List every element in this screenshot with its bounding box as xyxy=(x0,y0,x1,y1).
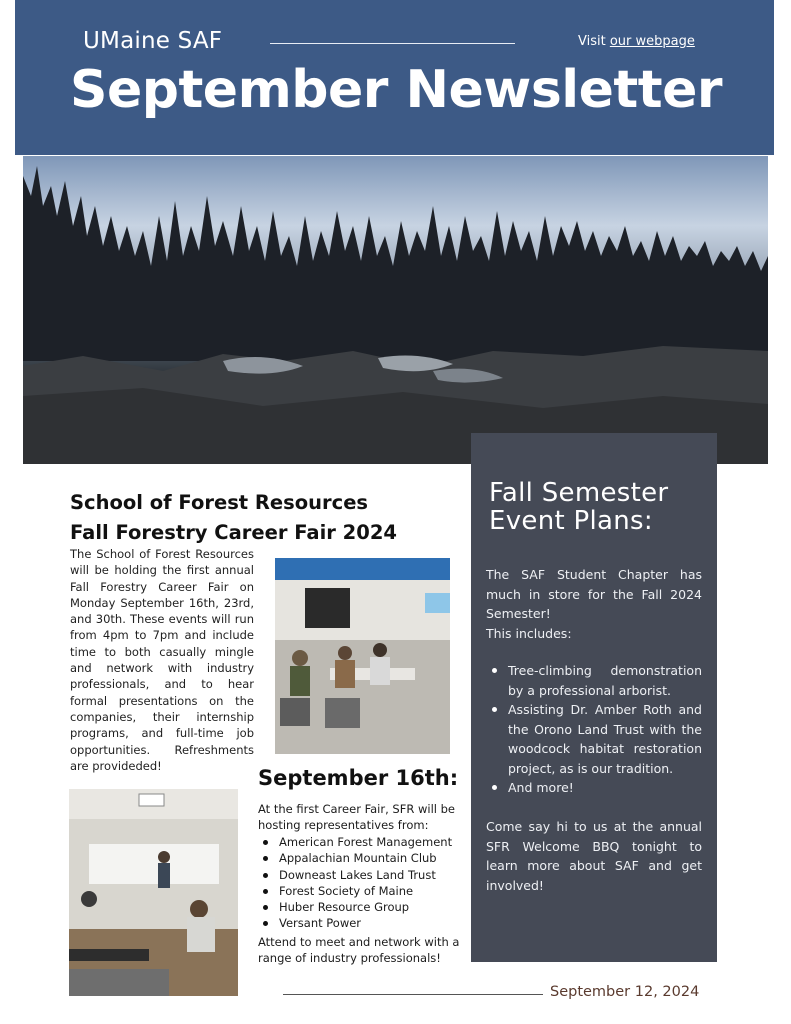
article-title xyxy=(70,488,450,548)
webpage-link[interactable]: our webpage xyxy=(609,34,695,49)
list-item: Forest Society of Maine xyxy=(260,883,470,899)
list-item: Assisting Dr. Amber Roth and the Orono Land Trust with the woodcock habitat restoration project, as is our tradition. xyxy=(486,700,702,778)
visit-prefix: Visit xyxy=(578,34,606,49)
september16-title: September 16th: xyxy=(258,766,459,790)
org-name: UMaine SAF xyxy=(83,28,223,54)
list-item: Appalachian Mountain Club xyxy=(260,850,470,866)
event-plans-panel xyxy=(471,433,717,962)
september16-intro: At the first Career Fair, SFR will be hosting representatives from: xyxy=(258,802,455,833)
list-item: American Forest Management xyxy=(260,834,470,850)
newsletter-title: September Newsletter xyxy=(70,60,722,120)
newsletter-date: September 12, 2024 xyxy=(550,984,700,1000)
article-title-line2: Fall Forestry Career Fair 2024 xyxy=(70,521,397,544)
list-item: Versant Power xyxy=(260,915,470,931)
september16-outro: Attend to meet and network with a range of industry professionals! xyxy=(258,935,460,966)
article-body: The School of Forest Resources will be holding the first annual Fall Forestry Career Fair on Monday September 16th, 23rd, and 30th. These events will run from 4pm to 7pm and include time to both casually mingle and network with industry professionals, and to hear formal presentations on the companies, their internship programs, and full-time job opportunities. Refreshments are provideded! xyxy=(70,547,254,773)
list-item: And more! xyxy=(486,778,702,798)
panel-includes: This includes: xyxy=(486,625,572,641)
article-title-line1: School of Forest Resources xyxy=(70,491,369,514)
list-item: Huber Resource Group xyxy=(260,899,470,915)
panel-title: Fall Semester Event Plans: xyxy=(489,478,669,536)
presentation-illustration xyxy=(69,789,238,996)
career-fair-illustration xyxy=(275,558,450,754)
reps-list xyxy=(260,834,470,932)
header-divider xyxy=(270,43,515,44)
panel-footer: Come say hi to us at the annual SFR Welcome BBQ tonight to learn more about SAF and get involved! xyxy=(486,819,702,893)
panel-intro xyxy=(486,565,702,643)
newsletter-header xyxy=(15,0,774,155)
list-item: Tree-climbing demonstration by a professional arborist. xyxy=(486,661,702,700)
presentation-photo xyxy=(69,789,238,996)
panel-list xyxy=(486,661,702,798)
panel-intro-text: The SAF Student Chapter has much in store for the Fall 2024 Semester! xyxy=(486,567,702,621)
footer-divider xyxy=(283,994,543,995)
list-item: Downeast Lakes Land Trust xyxy=(260,867,470,883)
visit-webpage xyxy=(578,34,695,49)
forest-silhouette xyxy=(23,156,768,464)
career-fair-photo xyxy=(275,558,450,754)
hero-forest-photo xyxy=(23,156,768,464)
